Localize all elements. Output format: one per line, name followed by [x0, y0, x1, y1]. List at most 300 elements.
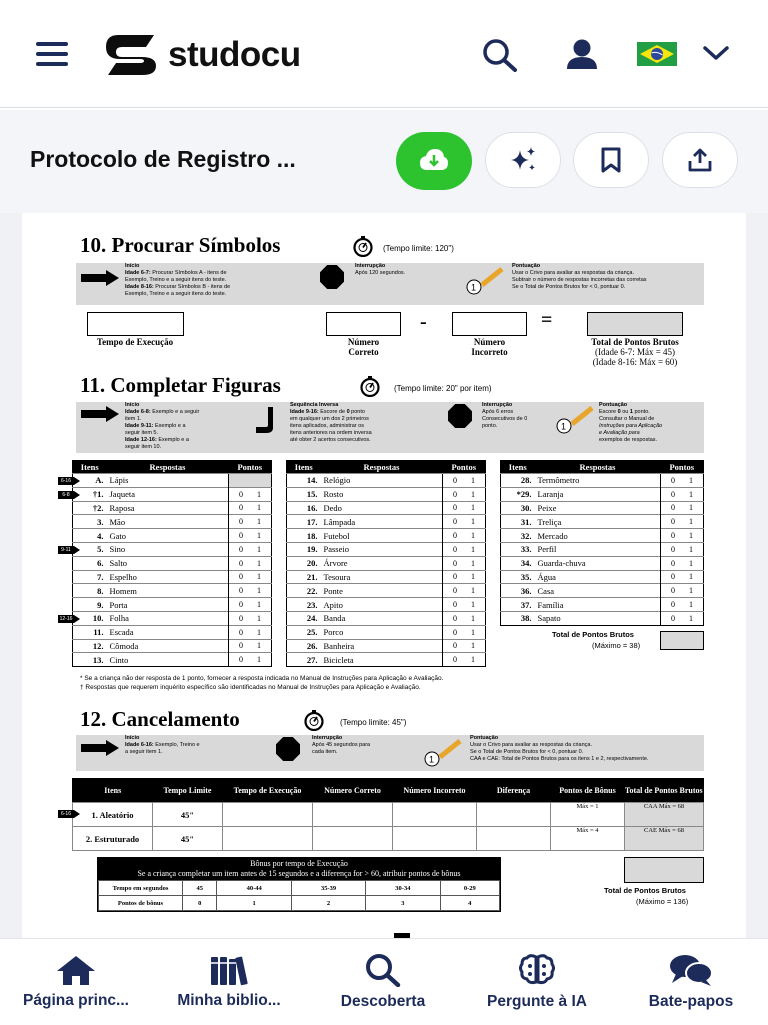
start-arrow-icon — [80, 739, 120, 757]
score-zero[interactable]: 0 — [239, 544, 243, 554]
age-marker: 6-16 — [58, 477, 74, 485]
numero-incorreto-box[interactable] — [452, 312, 527, 336]
item-number: 25. — [287, 625, 321, 639]
score-one[interactable]: 1 — [257, 641, 261, 651]
start-arrow-icon — [80, 405, 120, 423]
cancelamento-table — [72, 778, 704, 851]
age-marker: 6-16 — [58, 810, 74, 818]
section-10-instructions — [76, 263, 704, 305]
score-zero[interactable]: 0 — [671, 517, 675, 527]
nav-home[interactable] — [0, 939, 152, 1025]
section-12-instructions — [76, 735, 704, 771]
score-zero[interactable]: 0 — [453, 503, 457, 513]
nav-library-label: Minha biblio... — [177, 992, 281, 1009]
item-row — [501, 529, 704, 543]
score-one[interactable]: 1 — [471, 558, 475, 568]
item-row — [501, 515, 704, 529]
item-number: A. — [73, 474, 107, 488]
nav-ask-ai[interactable] — [460, 939, 614, 1025]
brazil-flag-icon[interactable] — [637, 42, 677, 66]
item-response: Bicicleta — [321, 653, 443, 667]
score-one[interactable]: 1 — [471, 531, 475, 541]
item-row — [73, 515, 272, 529]
item-response: Banheira — [321, 639, 443, 653]
item-row — [287, 529, 486, 543]
stopwatch-icon — [359, 375, 381, 397]
nav-ask-ai-label: Pergunte à IA — [487, 993, 587, 1010]
item-number: 28. — [501, 474, 535, 488]
items-table-2 — [286, 460, 486, 667]
score-zero[interactable]: 0 — [239, 641, 243, 651]
score-zero[interactable]: 0 — [239, 517, 243, 527]
item-score[interactable] — [229, 542, 272, 556]
col-itens: Itens — [73, 461, 107, 474]
item-score[interactable] — [229, 515, 272, 529]
cancelamento-limite: 45" — [153, 803, 223, 827]
score-zero[interactable]: 0 — [453, 627, 457, 637]
item-row — [501, 611, 704, 625]
score-one[interactable]: 1 — [471, 613, 475, 623]
cancelamento-input-cell[interactable] — [313, 827, 393, 851]
item-score[interactable] — [229, 625, 272, 639]
item-row — [501, 598, 704, 612]
score-one[interactable]: 1 — [257, 600, 261, 610]
bonus-row-label: Tempo em segundos — [99, 881, 183, 896]
cancelamento-bonus: Máx = 1 — [551, 803, 625, 827]
score-zero[interactable]: 0 — [453, 600, 457, 610]
bookmark-button[interactable] — [573, 132, 649, 188]
download-button[interactable] — [396, 132, 472, 190]
item-score[interactable] — [661, 474, 704, 488]
score-zero[interactable]: 0 — [239, 558, 243, 568]
pencil-icon — [462, 265, 506, 295]
cancelamento-header: Tempo de Execução — [223, 779, 313, 803]
score-zero[interactable]: 0 — [239, 531, 243, 541]
item-score[interactable] — [229, 584, 272, 598]
score-one[interactable]: 1 — [689, 544, 693, 554]
col-pontos: Pontos — [661, 461, 704, 474]
bonus-title: Bônus por tempo de Execução — [250, 859, 348, 868]
cancelamento-header: Número Incorreto — [393, 779, 477, 803]
nav-library[interactable] — [152, 939, 306, 1025]
score-zero[interactable]: 0 — [453, 489, 457, 499]
item-response: Guarda-chuva — [535, 556, 661, 570]
item-number: 9. — [73, 598, 107, 612]
col-itens: Itens — [501, 461, 535, 474]
item-response: Apito — [321, 598, 443, 612]
item-number: 8. — [73, 584, 107, 598]
score-zero[interactable]: 0 — [671, 531, 675, 541]
score-one[interactable]: 1 — [689, 475, 693, 485]
inicio-block: Início Idade 6-7: Procurar Símbolos A - itens de Exemplo, Treino e a seguir itens do teste. Idade 8-16: Procurar Símbolos B - itens de Exemplo, Treino e a seguir itens do teste. — [125, 263, 231, 297]
pontuacao-block: Pontuação Usar o Crivo para avaliar as respostas da criança. Subtrair o número de respostas incorretas das corretas Se o Total de Pontos Brutos for < 0, pontuar 0. — [512, 263, 647, 290]
stopwatch-icon — [303, 709, 325, 731]
item-number: 38. — [501, 611, 535, 625]
item-score[interactable] — [661, 542, 704, 556]
chevron-down-icon[interactable] — [702, 44, 730, 62]
interrupcao-block: Interrupção Após 6 erros Consecutivos de 0 ponto. — [482, 402, 528, 429]
item-row — [73, 501, 272, 515]
score-one[interactable]: 1 — [689, 517, 693, 527]
item-score[interactable] — [443, 556, 486, 570]
brain-icon — [519, 953, 555, 987]
cancelamento-limite: 45" — [153, 827, 223, 851]
item-number: †2. — [73, 501, 107, 515]
score-one[interactable]: 1 — [471, 600, 475, 610]
score-zero[interactable]: 0 — [671, 489, 675, 499]
item-response: Salto — [107, 556, 229, 570]
item-number: 14. — [287, 474, 321, 488]
item-row — [501, 570, 704, 584]
cancelamento-input-cell[interactable] — [223, 803, 313, 827]
sequencia-inversa-block: Sequência Inversa Idade 9-16: Escore de 0 ponto em qualquer um dos 2 primeiros itens aplicados, administrar os itens anteriores na ordem inversa até obter 2 acertos consecutivos. — [290, 402, 372, 443]
item-row — [73, 474, 272, 488]
score-zero[interactable]: 0 — [239, 489, 243, 499]
menu-icon[interactable] — [36, 42, 68, 66]
cancelamento-item: 2. Estruturado — [73, 827, 153, 851]
cancelamento-input-cell[interactable] — [313, 803, 393, 827]
item-number: 19. — [287, 542, 321, 556]
item-score[interactable] — [443, 639, 486, 653]
item-score[interactable] — [443, 501, 486, 515]
score-one[interactable]: 1 — [471, 503, 475, 513]
user-icon[interactable] — [565, 38, 599, 70]
score-zero[interactable]: 0 — [239, 613, 243, 623]
item-number: 35. — [501, 570, 535, 584]
cancelamento-header: Tempo Limite — [153, 779, 223, 803]
item-number: 13. — [73, 653, 107, 667]
score-zero[interactable]: 0 — [453, 586, 457, 596]
pencil-icon — [552, 404, 596, 434]
section-10-title: 10. Procurar Símbolos — [80, 233, 281, 257]
score-zero[interactable]: 0 — [671, 586, 675, 596]
col-respostas: Respostas — [535, 461, 661, 474]
score-one[interactable]: 1 — [257, 503, 261, 513]
score-one[interactable]: 1 — [689, 600, 693, 610]
item-number: 32. — [501, 529, 535, 543]
bonus-cell: 2 — [291, 896, 365, 911]
score-zero[interactable]: 0 — [239, 600, 243, 610]
bonus-subtitle: Se a criança completar um item antes de 15 segundos e a diferença for > 60, atribuir pontos de bônus — [137, 869, 461, 878]
item-number: 34. — [501, 556, 535, 570]
top-navigation-bar — [0, 0, 768, 108]
score-zero[interactable]: 0 — [671, 544, 675, 554]
score-one[interactable]: 1 — [471, 489, 475, 499]
score-one[interactable]: 1 — [257, 489, 261, 499]
item-score[interactable] — [443, 625, 486, 639]
item-row — [73, 625, 272, 639]
item-number: 31. — [501, 515, 535, 529]
score-one[interactable]: 1 — [471, 572, 475, 582]
score-one[interactable]: 1 — [257, 572, 261, 582]
score-one[interactable]: 1 — [257, 586, 261, 596]
item-response: Mercado — [535, 529, 661, 543]
col-itens: Itens — [287, 461, 321, 474]
score-one[interactable]: 1 — [257, 613, 261, 623]
s12-max-label: (Máximo = 136) — [636, 897, 689, 906]
inicio-block: Início Idade 6-8: Exemplo e a seguir item 1. Idade 9-11: Exemplo e a seguir item 5. Idade 12-16: Exemplo e a seguir item 10. — [125, 402, 200, 450]
score-zero[interactable]: 0 — [453, 655, 457, 665]
item-row — [73, 529, 272, 543]
cancelamento-input-cell[interactable] — [393, 827, 477, 851]
item-response: Mão — [107, 515, 229, 529]
cancelamento-total: CAA Máx = 68 — [625, 803, 704, 827]
svg-text:1: 1 — [471, 282, 477, 293]
item-number: 26. — [287, 639, 321, 653]
item-score[interactable] — [661, 487, 704, 501]
item-score[interactable] — [229, 474, 272, 488]
cancelamento-input-cell[interactable] — [477, 827, 551, 851]
item-row — [287, 639, 486, 653]
item-score[interactable] — [443, 584, 486, 598]
bonus-row-label: Pontos de bônus — [99, 896, 183, 911]
search-icon — [365, 953, 401, 987]
score-one[interactable]: 1 — [689, 503, 693, 513]
item-score[interactable] — [229, 611, 272, 625]
cancelamento-bonus: Máx = 4 — [551, 827, 625, 851]
score-zero[interactable]: 0 — [453, 544, 457, 554]
item-score[interactable] — [229, 487, 272, 501]
item-response: Folha — [107, 611, 229, 625]
bonus-cell: 0-29 — [440, 881, 499, 896]
items-table-3 — [500, 460, 704, 626]
item-score[interactable] — [661, 515, 704, 529]
item-response: Sapato — [535, 611, 661, 625]
col-pontos: Pontos — [229, 461, 272, 474]
cancelamento-input-cell[interactable] — [477, 803, 551, 827]
bottom-navigation — [0, 938, 768, 1024]
score-zero[interactable]: 0 — [453, 613, 457, 623]
cancelamento-input-cell[interactable] — [223, 827, 313, 851]
score-one[interactable]: 1 — [471, 641, 475, 651]
score-zero[interactable]: 0 — [453, 641, 457, 651]
item-response: Família — [535, 598, 661, 612]
item-response: Lápis — [107, 474, 229, 488]
start-arrow-icon — [80, 269, 120, 287]
cancelamento-item: 1. Aleatório — [73, 803, 153, 827]
item-score[interactable] — [443, 515, 486, 529]
cancelamento-header: Itens — [73, 779, 153, 803]
score-one[interactable]: 1 — [471, 475, 475, 485]
bonus-cell: 30-34 — [366, 881, 440, 896]
item-response: Tesoura — [321, 570, 443, 584]
ai-button[interactable] — [485, 132, 561, 188]
score-one[interactable]: 1 — [257, 627, 261, 637]
share-button[interactable] — [662, 132, 738, 188]
item-score[interactable] — [443, 487, 486, 501]
item-row — [287, 515, 486, 529]
item-row — [73, 487, 272, 501]
s11-max-label: (Máximo = 38) — [592, 641, 641, 650]
item-score[interactable] — [661, 570, 704, 584]
score-zero[interactable]: 0 — [453, 475, 457, 485]
item-response: Passeio — [321, 542, 443, 556]
nav-chats[interactable] — [614, 939, 768, 1025]
item-number: 10. — [73, 611, 107, 625]
age-marker: 12-16 — [59, 616, 73, 622]
item-score[interactable] — [661, 584, 704, 598]
score-one[interactable]: 1 — [471, 627, 475, 637]
item-response: Dedo — [321, 501, 443, 515]
score-zero[interactable]: 0 — [239, 572, 243, 582]
chat-icon — [668, 953, 714, 987]
score-zero[interactable]: 0 — [671, 558, 675, 568]
score-one[interactable]: 1 — [471, 586, 475, 596]
col-pontos: Pontos — [443, 461, 486, 474]
items-table-1 — [72, 460, 272, 667]
score-zero[interactable]: 0 — [453, 531, 457, 541]
score-one[interactable]: 1 — [257, 544, 261, 554]
cancelamento-header: Pontos de Bônus — [551, 779, 625, 803]
item-number: 33. — [501, 542, 535, 556]
total-pontos-label: Total de Pontos Brutos (Idade 6-7: Máx = 45) (Idade 8-16: Máx = 60) — [591, 337, 679, 367]
item-score[interactable] — [443, 598, 486, 612]
item-response: Casa — [535, 584, 661, 598]
item-response: Porco — [321, 625, 443, 639]
item-row — [501, 542, 704, 556]
tempo-execucao-box[interactable] — [87, 312, 184, 336]
score-zero[interactable]: 0 — [453, 517, 457, 527]
cancelamento-row — [73, 803, 704, 827]
numero-correto-box[interactable] — [326, 312, 401, 336]
search-icon[interactable] — [482, 38, 518, 72]
item-score[interactable] — [229, 598, 272, 612]
document-viewer[interactable] — [0, 213, 768, 938]
item-response: Cômoda — [107, 639, 229, 653]
bonus-cell: 45 — [183, 881, 217, 896]
score-zero[interactable]: 0 — [239, 627, 243, 637]
s11-note-2: † Respostas que requerem inquérito específico são identificadas no Manual de Instruções para Aplicação e Avaliação. — [80, 684, 421, 691]
nav-discover[interactable] — [306, 939, 460, 1025]
item-score[interactable] — [229, 570, 272, 584]
section-12-title: 12. Cancelamento — [80, 707, 240, 731]
item-response: Peixe — [535, 501, 661, 515]
score-zero[interactable]: 0 — [453, 572, 457, 582]
score-one[interactable]: 1 — [257, 517, 261, 527]
item-response: Raposa — [107, 501, 229, 515]
item-score[interactable] — [229, 639, 272, 653]
total-pontos-box[interactable] — [587, 312, 683, 336]
score-zero[interactable]: 0 — [671, 613, 675, 623]
score-one[interactable]: 1 — [689, 531, 693, 541]
item-score[interactable] — [443, 542, 486, 556]
item-score[interactable] — [229, 501, 272, 515]
cancelamento-input-cell[interactable] — [393, 803, 477, 827]
item-score[interactable] — [229, 653, 272, 667]
s11-total-box[interactable] — [660, 631, 704, 650]
item-score[interactable] — [661, 598, 704, 612]
cancelamento-header: Diferença — [477, 779, 551, 803]
item-row — [287, 598, 486, 612]
score-one[interactable]: 1 — [471, 655, 475, 665]
item-score[interactable] — [229, 556, 272, 570]
document-page — [22, 213, 746, 938]
item-number: 30. — [501, 501, 535, 515]
item-number: 18. — [287, 529, 321, 543]
item-row — [73, 584, 272, 598]
brand-name: studocu — [168, 35, 301, 74]
score-zero[interactable]: 0 — [671, 572, 675, 582]
item-row — [73, 611, 272, 625]
item-response: Laranja — [535, 487, 661, 501]
studocu-logo[interactable] — [104, 32, 301, 78]
interrupcao-block: Interrupção Após 120 segundos. — [355, 263, 406, 276]
score-one[interactable]: 1 — [257, 655, 261, 665]
bonus-cell: 35-39 — [291, 881, 365, 896]
download-icon — [419, 148, 449, 174]
item-response: Espelho — [107, 570, 229, 584]
item-score[interactable] — [661, 501, 704, 515]
item-number: 17. — [287, 515, 321, 529]
score-one[interactable]: 1 — [689, 572, 693, 582]
item-row — [73, 556, 272, 570]
score-zero[interactable]: 0 — [671, 475, 675, 485]
score-one[interactable]: 1 — [257, 531, 261, 541]
item-response: Rosto — [321, 487, 443, 501]
item-response: Gato — [107, 529, 229, 543]
reverse-arrow-icon — [254, 406, 276, 434]
score-one[interactable]: 1 — [689, 613, 693, 623]
score-zero[interactable]: 0 — [239, 503, 243, 513]
score-one[interactable]: 1 — [689, 586, 693, 596]
item-score[interactable] — [443, 474, 486, 488]
score-one[interactable]: 1 — [471, 517, 475, 527]
item-score[interactable] — [443, 653, 486, 667]
item-number: 16. — [287, 501, 321, 515]
bonus-table — [98, 880, 500, 911]
interrupcao-block: Interrupção Após 45 segundos para cada item. — [312, 735, 371, 755]
bonus-cell: 0 — [183, 896, 217, 911]
age-marker: 9-11 — [58, 546, 74, 554]
bonus-row — [99, 896, 500, 911]
item-score[interactable] — [443, 611, 486, 625]
item-row — [73, 639, 272, 653]
item-row — [501, 501, 704, 515]
score-one[interactable]: 1 — [689, 489, 693, 499]
pontuacao-block: Pontuação Escore 0 ou 1 ponto. Consultar o Manual de Instruções para Aplicação e Avaliação para exemplos de respostas. — [599, 402, 663, 443]
section-10-limit: (Tempo limite: 120") — [383, 244, 454, 253]
item-row — [501, 487, 704, 501]
item-score[interactable] — [661, 556, 704, 570]
stop-hand-icon — [320, 265, 344, 289]
score-one[interactable]: 1 — [689, 558, 693, 568]
item-score[interactable] — [661, 611, 704, 625]
s12-total-box[interactable] — [624, 857, 704, 883]
score-zero[interactable]: 0 — [671, 600, 675, 610]
item-response: Lâmpada — [321, 515, 443, 529]
share-icon — [687, 147, 713, 173]
item-row — [501, 584, 704, 598]
item-number: 20. — [287, 556, 321, 570]
stop-hand-icon — [276, 737, 300, 761]
score-zero[interactable]: 0 — [671, 503, 675, 513]
score-one[interactable]: 1 — [471, 544, 475, 554]
section-12-limit: (Tempo limite: 45") — [340, 718, 407, 727]
bonus-cell: 40-44 — [217, 881, 291, 896]
score-zero[interactable]: 0 — [453, 558, 457, 568]
score-one[interactable]: 1 — [257, 558, 261, 568]
item-score[interactable] — [661, 529, 704, 543]
item-score[interactable] — [443, 529, 486, 543]
score-zero[interactable]: 0 — [239, 655, 243, 665]
item-score[interactable] — [443, 570, 486, 584]
svg-text:1: 1 — [561, 421, 567, 432]
score-zero[interactable]: 0 — [239, 586, 243, 596]
item-response: Homem — [107, 584, 229, 598]
item-response: Água — [535, 570, 661, 584]
item-response: Cinto — [107, 653, 229, 667]
item-score[interactable] — [229, 529, 272, 543]
